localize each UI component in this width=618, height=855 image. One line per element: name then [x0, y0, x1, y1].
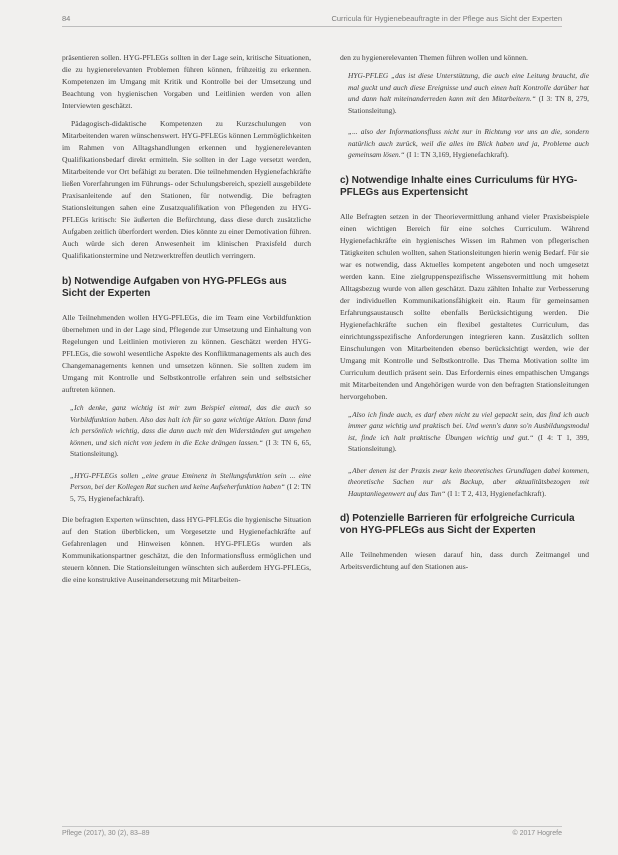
interview-quote — [62, 402, 311, 460]
right-column — [340, 52, 589, 579]
quote-source: (I 4: T 1, 399, Stationsleitung). — [348, 432, 589, 453]
quote-source: (I 2: TN 5, 75, Hygienefachkraft). — [70, 482, 311, 503]
left-column — [62, 52, 311, 592]
quote-source: (I 1: TN 3,169, Hygienefachkraft). — [406, 150, 509, 159]
interview-quote — [340, 465, 589, 500]
paragraph: Alle Teilnehmenden wollen HYG-PFLEGs, die im Team eine Vorbildfunktion übernehmen und in der Lage sind, Pflegende zur Umsetzung und Einhaltung von Regelungen und Leitlinien motivieren zu können. Geschätzt werden HYG-PFLEGs, die sowohl wesentliche Aspekte des Konfliktmanagements als auch des Changemanagements kennen und umsetzen können. Sie sollten zudem im Umgang mit Kontrolle und Selbstkontrolle erfahren sein und selbstsicher auftreten können. — [62, 313, 311, 394]
section-heading-b: b) Notwendige Aufgaben von HYG-PFLEGs aus Sicht der Experten — [62, 276, 287, 299]
interview-quote — [340, 126, 589, 161]
interview-quote — [340, 70, 589, 116]
quote-text: „HYG-PFLEGs sollen „eine graue Eminenz in Stellungsfunktion sein ... eine Person, bei der Kollegen Rat suchen und keine Aufseherfunktion haben“ — [70, 470, 311, 491]
paragraph: Pädagogisch-didaktische Kompetenzen zu Kurzschulungen von Mitarbeitenden waren wünschenswert. HYG-PFLEGs können Lernmöglichkeiten im Rahmen von Alltagshandlungen erkennen und hygienerelevanten Qualifikationsbedarf direkt ermitteln. Sie sollten in der Lage versetzt werden, Mitarbeitende vor Ort befähigt zu beraten. Die teilnehmenden Hygienefachkräfte ließen Vorerfahrungen im Führungs- oder Schulungsbereich, speziell ausgebildete Praxisanleitende auf den Stationen, für notwendig. Die befragten Stationsleitungen sahen eine Zusatzqualifikation von Pflegenden zu HYG-PFLEGs kritisch: Sie äußerten die Befürchtung, dass diese durch zusätzliche Aufgaben zeitlich überfordert werden. Dies könnte zu einer Demotivation führen. Auch würde sich deren Anwesenheit im klinischen Praxisfeld durch Qualifikationstermine und Netzwerktreffen deutlich verringern. — [62, 119, 311, 260]
paragraph: Die befragten Experten wünschten, dass HYG-PFLEGs die hygienische Situation auf den Station überblicken, um Vorgesetzte und Hygienefachkräfte auf Gefahrenlagen und Hinweisen können. HYG-PFLEGs wurden als Kommunikationspartner geschätzt, die den Informationsfluss ermöglichen und steuern können. Die Stationsleitungen wünschten sich außerdem HYG-PFLEGs, die eine konstruktive Auseinandersetzung mit Mitarbeiten- — [62, 515, 311, 584]
section-heading-c: c) Notwendige Inhalte eines Curriculums für HYG-PFLEGs aus Expertensicht — [340, 174, 578, 198]
running-title: Curricula für Hygienebeauftragte in der Pflege aus Sicht der Experten — [331, 14, 562, 23]
quote-text: „... also der Informationsfluss nicht nur in Richtung vor uns an die, sondern natürlich auch zurück, weil die alles im Blick haben und ja, Probleme auch gemeinsam lösen.“ — [348, 127, 589, 159]
quote-text: „Ich denke, ganz wichtig ist mir zum Beispiel einmal, das die auch so Vorbildfunktion haben. Also das halt ich für so ganz wichtige Aktion. Dann fand ich persönlich wichtig, dass die dann auch mit den Widerständen gut umgehen können, und sich nicht von jedem in die Ecke drängen lassen.“ — [70, 403, 311, 447]
quote-source: (I 3: TN 8, 279, Stationsleitung). — [348, 94, 589, 115]
paragraph: Alle Teilnehmenden wiesen darauf hin, dass durch Zeitmangel und Arbeitsverdichtung auf den Stationen aus- — [340, 550, 589, 571]
interview-quote — [340, 409, 589, 455]
running-header — [62, 14, 562, 27]
page-footer — [62, 826, 562, 842]
paragraph: Alle Befragten setzen in der Theorievermittlung anhand vieler Praxisbeispiele einen wichtigen Bereich für eine solches Curriculum. Während Hygienefachkräfte ein hygienisches Wissen im Rahmen von pflegerischen Tätigkeiten schulen wollten, sahen Stationsleitungen hierin wenig Bedarf. Für sie war es notwendig, dass Aktuelles kompetent angeboten und noch umgesetzt werden kann. Eine zielgruppenspezifische Wissensvermittlung mit hohem Alltagsbezug wurde von allen geschätzt. Dazu zählten Inhalte zur Verbesserung der individuellen Kommunikationsfähigkeit ein. Raum für gemeinsamen Erfahrungsaustausch sollte ebenfalls Berücksichtigung werden. Die Hygienefachkräfte suchen ein flexibel gestaltetes Curriculum, das einrichtungsspezifische Anforderungen integrieren kann. Zusätzlich sollten Einschulungen von Mitarbeitenden ebenso berücksichtigt werden, wie der Umgang mit Kontrolle und Selbstkontrolle. Das Thema Motivation sollte im Curriculum deutlich präsent sein. Das Erfordernis eines empathischen Umgangs mit Mitarbeitenden und Angehörigen wurde von den befragten Stationsleitungen hervorgehoben. — [340, 211, 589, 401]
page-number: 84 — [62, 14, 71, 23]
quote-source: (I 3: TN 6, 65, Stationsleitung). — [70, 437, 312, 458]
quote-source: (I 1: T 2, 413, Hygienefachkraft). — [447, 488, 547, 498]
quote-text: „Aber denen ist der Praxis zwar kein theoretisches Grundlagen dabei kommen, theoretische Sachen nur als Backup, aber aktualitätsbezogen mit Hauptanliegenwert auf das Tun“ — [348, 465, 589, 498]
paragraph: präsentieren sollen. HYG-PFLEGs sollten in der Lage sein, kritische Situationen, die zu hygienerelevanten Problemen führen können, frühzeitig zu erkennen. Kompetenzen im Umgang mit Kritik und Kontrolle bei der Umsetzung und Beachtung von hygienischen Vorgaben und Leitlinien werden von allen Interviewten geschätzt. — [62, 53, 311, 110]
section-heading-d: d) Potenzielle Barrieren für erfolgreiche Curricula von HYG-PFLEGs aus Sicht der Experten — [340, 513, 575, 536]
paragraph: den zu hygienerelevanten Themen führen wollen und können. — [340, 53, 528, 62]
footer-publisher: © 2017 Hogrefe — [512, 830, 562, 837]
quote-text: HYG-PFLEG „das ist diese Unterstützung, die auch eine Leitung braucht, die mal guckt und auch diese Ereignisse und auch einen halt Kontrolle darüber hat und dann halt miteinanderreden kann mit den Mitarbeitern.“ — [348, 71, 589, 103]
interview-quote — [62, 470, 311, 505]
quote-text: „Also ich finde auch, es darf eben nicht zu viel gepackt sein, das find ich auch immer ganz wichtig und praktisch bei. Und wenn's dann so'n Ausbildungsmodul ist, finde ich halt praktische Übungen wichtig und gut.“ — [348, 409, 589, 442]
footer-citation: Pflege (2017), 30 (2), 83–89 — [62, 830, 150, 837]
